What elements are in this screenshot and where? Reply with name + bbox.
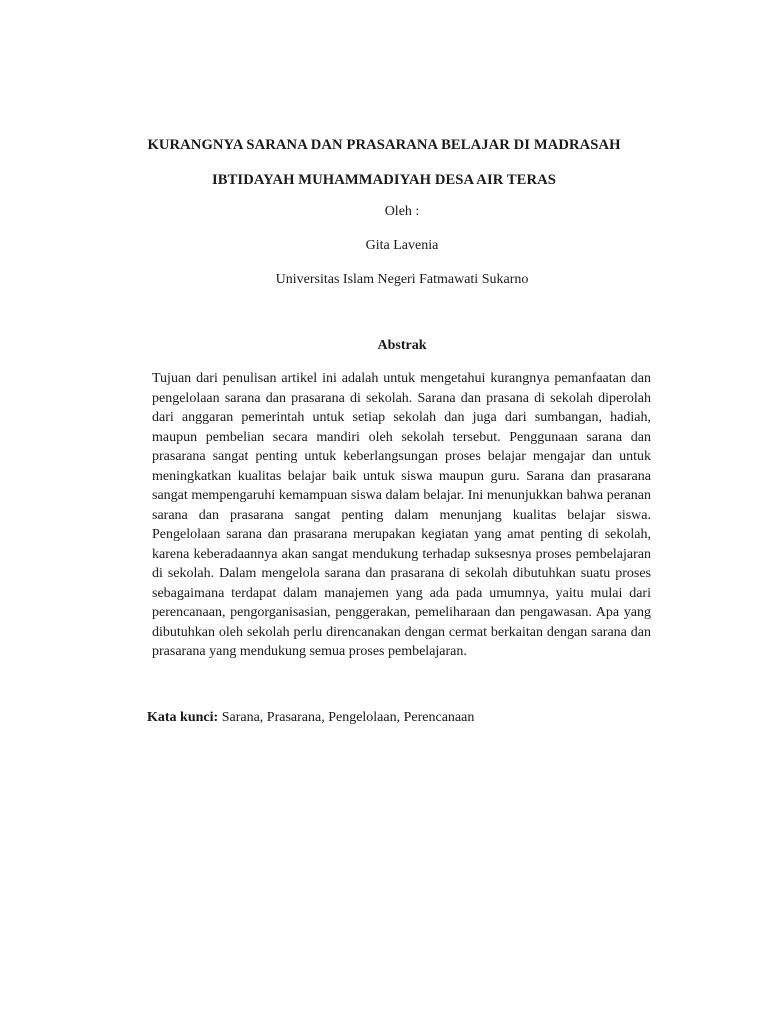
keywords-value: Sarana, Prasarana, Pengelolaan, Perencanaan	[218, 710, 475, 725]
title-line-2: IBTIDAYAH MUHAMMADIYAH DESA AIR TERAS	[211, 172, 557, 188]
keywords-line	[147, 710, 667, 726]
by-label: Oleh :	[384, 204, 420, 219]
keywords-label: Kata kunci:	[147, 710, 219, 725]
abstract-heading: Abstrak	[377, 338, 427, 353]
author-affiliation: Universitas Islam Negeri Fatmawati Sukarno	[275, 272, 529, 287]
abstract-body: Tujuan dari penulisan artikel ini adalah untuk mengetahui kurangnya pemanfaatan dan pengelolaan sarana dan prasarana di sekolah. Sarana dan prasana di sekolah diperolah dari anggaran pemerintah untuk setiap sekolah dan juga dari sumbangan, hadiah, maupun pembelian secara mandiri oleh sekolah tersebut. Penggunaan sarana dan prasarana sangat penting untuk keberlangsungan proses belajar mengajar dan untuk meningkatkan kualitas belajar baik untuk siswa maupun guru. Sarana dan prasarana sangat mempengaruhi kemampuan siswa dalam belajar. Ini menunjukkan bahwa peranan sarana dan prasarana sangat penting dalam menunjang kualitas belajar siswa. Pengelolaan sarana dan prasarana merupakan kegiatan yang amat penting di sekolah, karena keberadaannya akan sangat mendukung terhadap suksesnya proses pembelajaran di sekolah. Dalam mengelola sarana dan prasarana di sekolah dibutuhkan suatu proses sebagaimana terdapat dalam manajemen yang ada pada umumnya, yaitu mulai dari perencanaan, pengorganisasian, penggerakan, pemeliharaan dan pengawasan. Apa yang dibutuhkan oleh sekolah perlu direncanakan dengan cermat berkaitan dengan sarana dan prasarana yang mendukung semua proses pembelajaran.	[152, 371, 651, 659]
title-line-1: KURANGNYA SARANA DAN PRASARANA BELAJAR DI MADRASAH	[147, 137, 621, 153]
author-name: Gita Lavenia	[365, 238, 439, 253]
